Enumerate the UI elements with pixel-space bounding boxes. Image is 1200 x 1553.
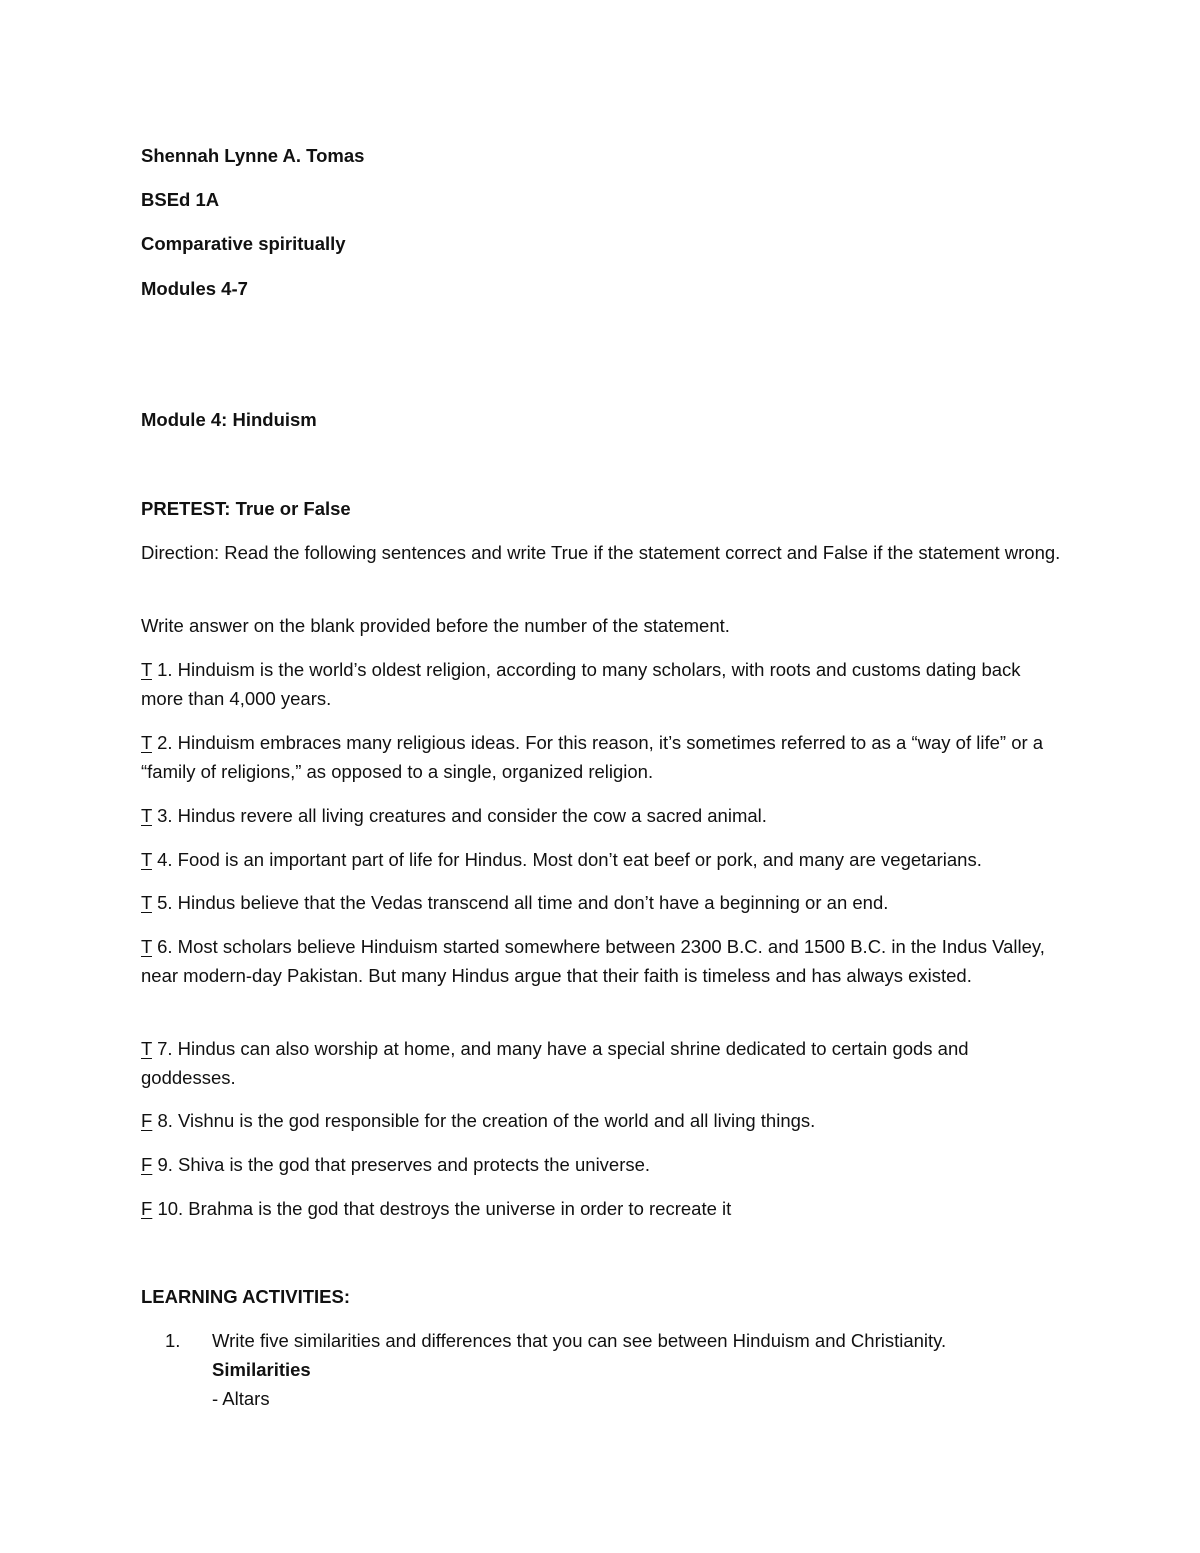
item-number: 9. bbox=[157, 1154, 173, 1175]
item-text: Hinduism is the world’s oldest religion, according to many scholars, with roots and customs dating back more than 4,000 years. bbox=[141, 659, 1021, 709]
pretest-item bbox=[141, 801, 1061, 830]
similarity-item: - Altars bbox=[212, 1388, 270, 1409]
answer-mark: T bbox=[141, 659, 152, 680]
answer-mark: T bbox=[141, 732, 152, 753]
pretest-title: PRETEST: True or False bbox=[141, 498, 351, 519]
item-text: Hindus revere all living creatures and consider the cow a sacred animal. bbox=[172, 805, 767, 826]
item-number: 6. bbox=[157, 936, 173, 957]
pretest-item bbox=[141, 932, 1061, 990]
answer-mark: F bbox=[141, 1110, 153, 1131]
pretest-item bbox=[141, 1150, 1061, 1179]
item-text: Vishnu is the god responsible for the creation of the world and all living things. bbox=[172, 1110, 816, 1131]
item-text: Most scholars believe Hinduism started somewhere between 2300 B.C. and 1500 B.C. in the Indus Valley, near modern-day Pakistan. But many Hindus argue that their faith is timeless and has always existed. bbox=[141, 936, 1045, 986]
item-text: Hinduism embraces many religious ideas. For this reason, it’s sometimes referred to as a “way of life” or a “family of religions,” as opposed to a single, organized religion. bbox=[141, 732, 1044, 782]
pretest-item bbox=[141, 845, 982, 874]
pretest-item bbox=[141, 728, 1061, 786]
pretest-item bbox=[141, 655, 1061, 713]
item-text: Hindus can also worship at home, and many have a special shrine dedicated to certain gods and goddesses. bbox=[141, 1038, 969, 1088]
item-number: 8. bbox=[157, 1110, 173, 1131]
answer-mark: T bbox=[141, 892, 152, 913]
modules-range: Modules 4-7 bbox=[141, 278, 248, 299]
pretest-item bbox=[141, 888, 1061, 917]
item-number: 2. bbox=[157, 732, 173, 753]
subject-title: Comparative spiritually bbox=[141, 233, 346, 254]
answer-mark: T bbox=[141, 849, 152, 870]
answer-mark: F bbox=[141, 1198, 153, 1219]
activity-number: 1. bbox=[165, 1330, 181, 1351]
answer-mark: T bbox=[141, 805, 152, 826]
item-text: Brahma is the god that destroys the universe in order to recreate it bbox=[183, 1198, 732, 1219]
item-text: Food is an important part of life for Hindus. Most don’t eat beef or pork, and many are vegetarians. bbox=[172, 849, 982, 870]
item-number: 1. bbox=[157, 659, 173, 680]
item-number: 7. bbox=[157, 1038, 173, 1059]
module-title: Module 4: Hinduism bbox=[141, 409, 317, 430]
student-name: Shennah Lynne A. Tomas bbox=[141, 145, 365, 166]
pretest-item bbox=[141, 1106, 1061, 1135]
item-number: 10. bbox=[157, 1198, 184, 1219]
student-section: BSEd 1A bbox=[141, 189, 220, 210]
item-text: Shiva is the god that preserves and protects the universe. bbox=[172, 1154, 651, 1175]
similarities-heading: Similarities bbox=[212, 1359, 311, 1380]
pretest-item bbox=[141, 1034, 1061, 1092]
learning-activities-title: LEARNING ACTIVITIES: bbox=[141, 1286, 350, 1307]
answer-mark: F bbox=[141, 1154, 153, 1175]
item-number: 4. bbox=[157, 849, 173, 870]
answer-mark: T bbox=[141, 936, 152, 957]
answer-mark: T bbox=[141, 1038, 152, 1059]
pretest-item bbox=[141, 1194, 1061, 1223]
item-number: 5. bbox=[157, 892, 173, 913]
pretest-direction: Direction: Read the following sentences and write True if the statement correct and False if the statement wrong. bbox=[141, 542, 1061, 563]
item-text: Hindus believe that the Vedas transcend all time and don’t have a beginning or an end. bbox=[172, 892, 889, 913]
pretest-instruction: Write answer on the blank provided before the number of the statement. bbox=[141, 615, 730, 636]
item-number: 3. bbox=[157, 805, 173, 826]
activity-question: Write five similarities and differences that you can see between Hinduism and Christianity. bbox=[212, 1330, 947, 1351]
